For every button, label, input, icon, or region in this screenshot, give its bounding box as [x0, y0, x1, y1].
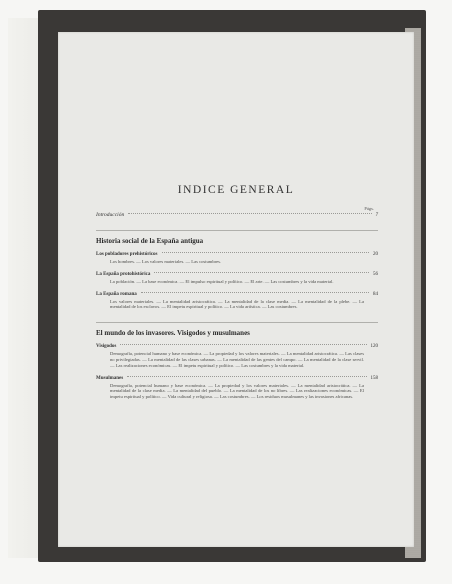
dot-leader: [128, 213, 371, 214]
dot-leader: [141, 292, 369, 293]
toc-chapter: [96, 292, 378, 311]
chapter-page: 84: [373, 291, 378, 297]
chapter-summary: La población. — La base económica. — El impulso espiritual y político. — El arte. — Las costumbres y la vida material.: [110, 278, 334, 284]
toc-chapter: [96, 252, 378, 265]
chapter-title: Musulmanes: [96, 375, 124, 381]
table-of-contents: [96, 212, 378, 400]
chapter-summary: Los hombres. — Los valores materiales. — Las costumbres.: [110, 259, 222, 264]
part-heading: Historia social de la España antigua: [96, 230, 378, 245]
chapter-summary: Los valores materiales. — La mentalidad aristocrática. — La mentalidad de la clase media. — La mentalidad de la plebe. — La mentalidad de los esclavos. — El impetu espiritual y político. — La vida artística. — Las costumbres.: [110, 298, 364, 310]
dot-leader: [154, 272, 369, 273]
toc-intro-label: Introducción: [96, 212, 125, 218]
dot-leader: [120, 344, 366, 345]
chapter-title: La España protohistórica: [96, 271, 151, 277]
toc-chapter-row: [96, 376, 378, 381]
toc-chapter-row: [96, 292, 378, 297]
page-title: INDICE GENERAL: [177, 184, 295, 196]
toc-chapter: [96, 272, 378, 285]
chapter-page: 20: [373, 252, 378, 257]
toc-chapter-row: [96, 252, 378, 257]
toc-intro-page: 7: [375, 213, 378, 218]
chapter-title: Visigodos: [96, 344, 117, 350]
chapter-title: La España romana: [96, 291, 137, 297]
chapter-summary: Demografía, potencial humano y base económica. — La propiedad y los valores materiales. — La mentalidad aristocrática. — La mentalidad de la clase media. — La mentalidad del pueblo. — La mentalidad de los no libres. — Las realizaciones económicas. — El impetu espiritual y político. — Vida cultural y religiosa. — Las costumbres. — Los residuos musulmanes y las invasiones africanas.: [110, 382, 364, 400]
part-heading: El mundo de los invasores. Visigodos y musulmanes: [96, 322, 378, 337]
pages-column-label: Págs.: [364, 206, 374, 211]
book-page: [58, 32, 414, 547]
chapter-title: Los pobladores prehistóricos: [96, 252, 158, 257]
chapter-page: 56: [373, 271, 378, 277]
toc-chapter: [96, 344, 378, 368]
toc-chapter: [96, 376, 378, 400]
dot-leader: [162, 252, 370, 253]
chapter-page: 120: [370, 344, 378, 350]
chapter-page: 158: [370, 375, 378, 381]
chapter-summary: Demografía, potencial humano y base económica. — La propiedad y los valores materiales. — La mentalidad aristocrática. — Las clases no privilegiadas. — La mentalidad de las clases urbanas. — La mentalidad de las gentes del campo. — La mentalidad de la clase servil. — Las realizaciones económicas. — El impetu espiritual y político. — Las costumbres y la vida material.: [110, 351, 364, 368]
dot-leader: [127, 376, 366, 377]
toc-chapter-row: [96, 344, 378, 349]
toc-chapter-row: [96, 272, 378, 277]
toc-intro-row: [96, 212, 378, 218]
